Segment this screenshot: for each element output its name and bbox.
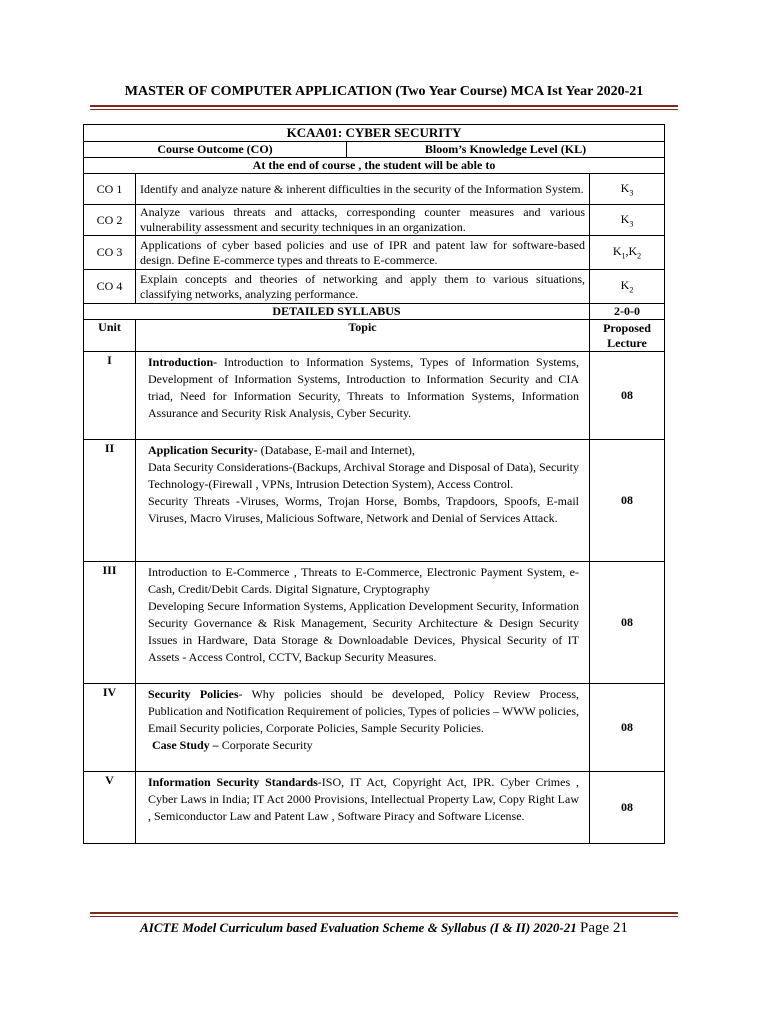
co-id: CO 3 xyxy=(84,236,136,270)
footer-text: AICTE Model Curriculum based Evaluation Scheme & Syllabus (I & II) 2020-21 xyxy=(140,920,577,935)
unit-number: II xyxy=(84,440,136,562)
co-text: Applications of cyber based policies and use of IPR and patent law for software-based design. Define E-commerce types and threats to E-commerce. xyxy=(136,236,590,270)
co-header: Course Outcome (CO) xyxy=(84,142,347,157)
page-footer xyxy=(0,920,768,937)
col-lecture: Proposed Lecture xyxy=(590,320,665,352)
page-number: Page 21 xyxy=(579,920,628,936)
co-id: CO 4 xyxy=(84,270,136,304)
page-header: MASTER OF COMPUTER APPLICATION (Two Year Course) MCA Ist Year 2020-21 xyxy=(124,84,644,99)
col-unit: Unit xyxy=(84,320,136,352)
outcome-row xyxy=(84,236,665,270)
col-topic: Topic xyxy=(136,320,590,352)
co-kl: $K_1,K_2$ xyxy=(590,236,665,270)
co-kl: $K_2$ xyxy=(590,270,665,304)
detailed-syllabus-title: DETAILED SYLLABUS xyxy=(84,304,590,320)
header-rule-thin xyxy=(90,109,678,110)
co-kl: $K_3$ xyxy=(590,174,665,205)
unit-lectures: 08 xyxy=(590,352,665,440)
co-kl: $K_3$ xyxy=(590,205,665,236)
footer-rule-thin xyxy=(90,916,678,917)
unit-topic: Information Security Standards-ISO, IT Act, Copyright Act, IPR. Cyber Crimes , Cyber Laws in India; IT Act 2000 Provisions, Intellectual Property Law, Copy Right Law , Semiconductor Law and Patent Law , Software Piracy and Software License. xyxy=(136,772,590,844)
unit-number: IV xyxy=(84,684,136,772)
unit-row xyxy=(84,684,665,772)
unit-lectures: 08 xyxy=(590,684,665,772)
co-id: CO 2 xyxy=(84,205,136,236)
unit-topic: Application Security- (Database, E-mail and Internet), Data Security Considerations-(Backups, Archival Storage and Disposal of Data), Security Technology-(Firewall , VPNs, Intrusion Detection System), Access Control. Security Threats -Viruses, Worms, Trojan Horse, Bombs, Trapdoors, Spoofs, E-mail Viruses, Macro Viruses, Malicious Software, Network and Denial of Services Attack. xyxy=(136,440,590,562)
course-title: KCAA01: CYBER SECURITY xyxy=(84,125,665,142)
outcome-row xyxy=(84,174,665,205)
kl-header: Bloom’s Knowledge Level (KL) xyxy=(424,142,587,156)
unit-lectures: 08 xyxy=(590,772,665,844)
co-text: Identify and analyze nature & inherent difficulties in the security of the Information System. xyxy=(136,174,590,205)
header-rule-thick xyxy=(90,105,678,107)
unit-topic: Introduction to E-Commerce , Threats to E-Commerce, Electronic Payment System, e- Cash, Credit/Debit Cards. Digital Signature, Cryptography Developing Secure Information Systems, Application Development Security, Information Security Governance & Risk Management, Security Architecture & Design Security Issues in Hardware, Data Storage & Downloadable Devices, Physical Security of IT Assets - Access Control, CCTV, Backup Security Measures. xyxy=(136,562,590,684)
unit-lectures: 08 xyxy=(590,562,665,684)
co-kl-header-row xyxy=(84,142,665,158)
unit-number: III xyxy=(84,562,136,684)
unit-row xyxy=(84,562,665,684)
unit-topic: Introduction- Introduction to Information Systems, Types of Information Systems, Development of Information Systems, Introduction to Information Security and CIA triad, Need for Information Security, Threats to Information Systems, Information Assurance and Security Risk Analysis, Cyber Security. xyxy=(136,352,590,440)
outcome-intro: At the end of course , the student will be able to xyxy=(84,158,665,174)
unit-row xyxy=(84,352,665,440)
unit-row xyxy=(84,440,665,562)
co-text: Analyze various threats and attacks, corresponding counter measures and various vulnerability assessment and security techniques in an organization. xyxy=(136,205,590,236)
unit-lectures: 08 xyxy=(590,440,665,562)
unit-topic: Security Policies- Why policies should be developed, Policy Review Process, Publication and Notification Requirement of policies, Types of policies – WWW policies, Email Security policies, Corporate Policies, Sample Security Policies. Case Study – Corporate Security xyxy=(136,684,590,772)
outcome-row xyxy=(84,205,665,236)
footer-rule-thick xyxy=(90,912,678,914)
unit-number: I xyxy=(84,352,136,440)
syllabus-table xyxy=(83,124,665,844)
ltp-value: 2-0-0 xyxy=(590,304,665,320)
unit-row xyxy=(84,772,665,844)
outcome-row xyxy=(84,270,665,304)
unit-number: V xyxy=(84,772,136,844)
co-text: Explain concepts and theories of networking and apply them to various situations, classifying networks, analyzing performance. xyxy=(136,270,590,304)
co-id: CO 1 xyxy=(84,174,136,205)
